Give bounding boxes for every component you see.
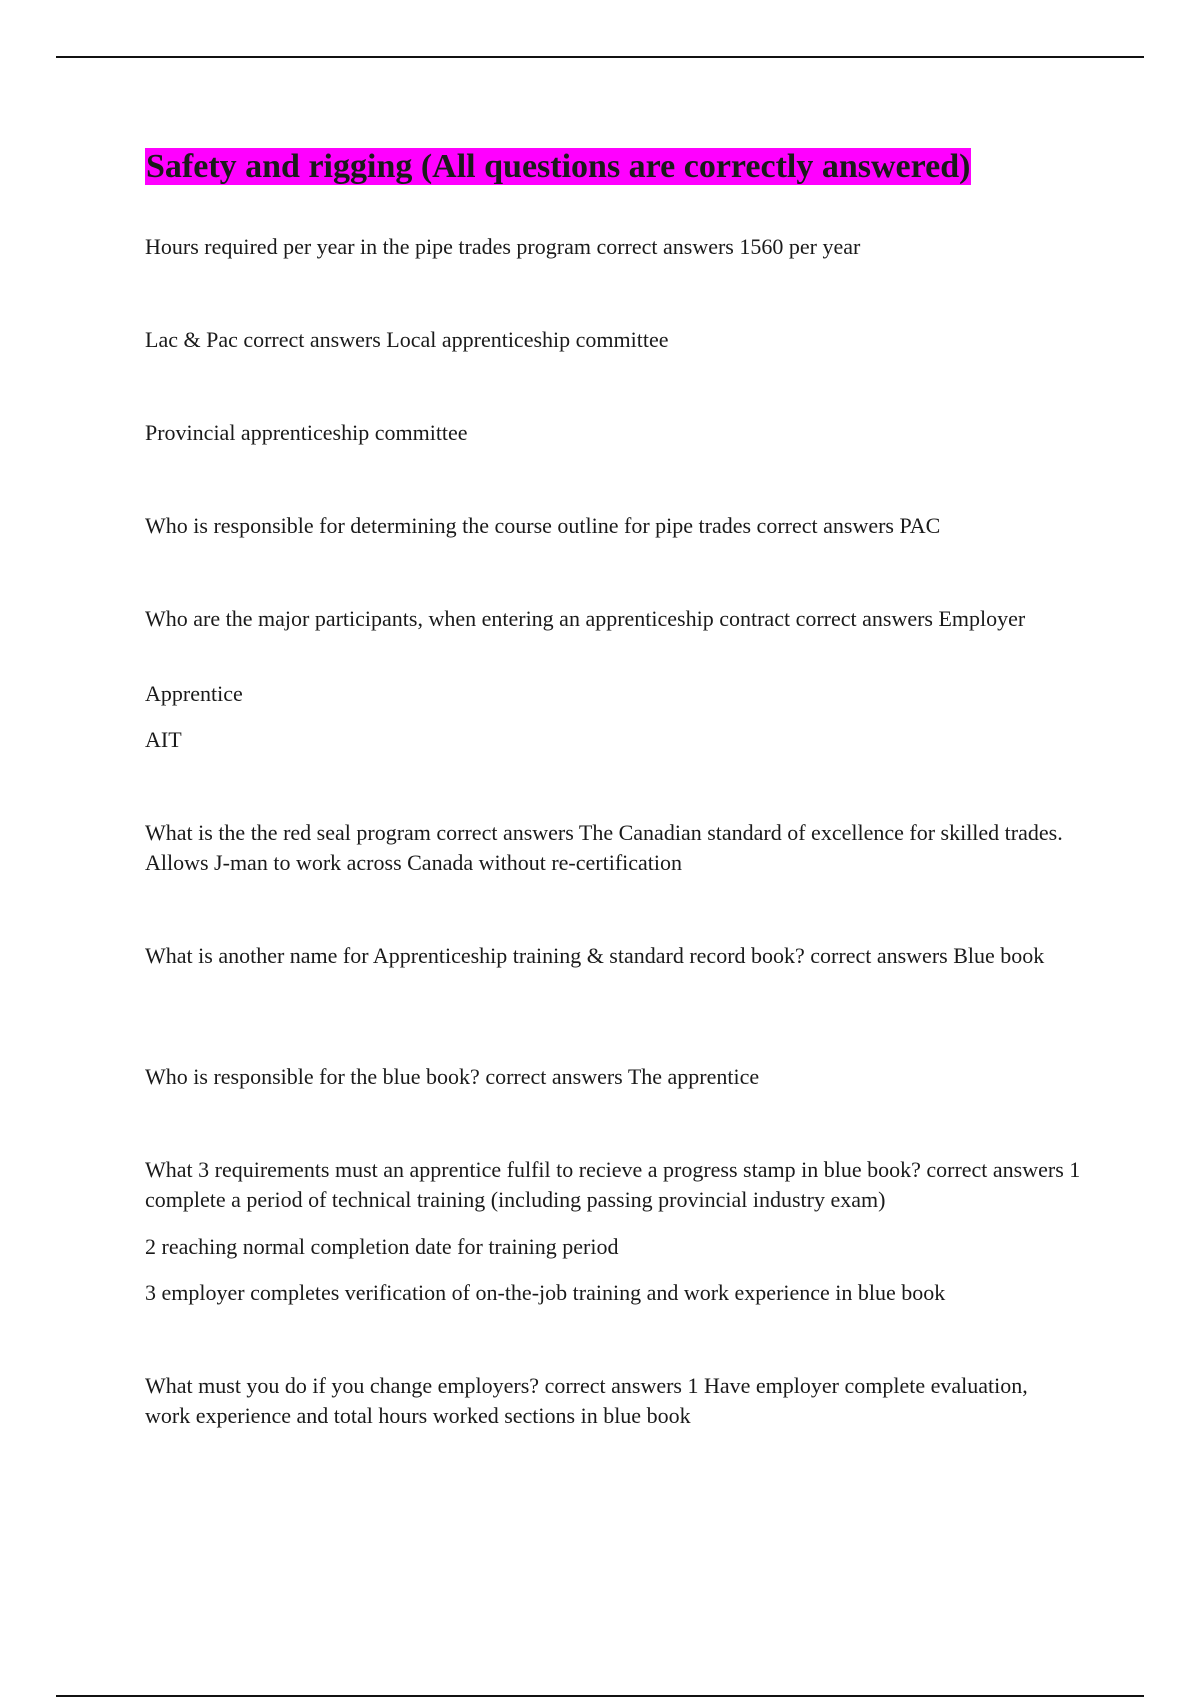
qa-change-employers: What must you do if you change employers? correct answers 1 Have employer complete evaluation, work experience and total hours worked sections in blue book (145, 1373, 1028, 1428)
participant-ait: AIT (145, 727, 182, 752)
qa-record-book: What is another name for Apprenticeship training & standard record book? correct answers Blue book (145, 943, 1045, 968)
qa-red-seal: What is the the red seal program correct answers The Canadian standard of excellence for skilled trades. Allows J-man to work across Canada without re-certification (145, 820, 1063, 875)
qa-hours-required: Hours required per year in the pipe trades program correct answers 1560 per year (145, 234, 861, 259)
footer-rule (56, 1695, 1144, 1697)
qa-blue-book-responsibility: Who is responsible for the blue book? correct answers The apprentice (145, 1064, 760, 1089)
document-title-text: Safety and rigging (All questions are correctly answered) (146, 148, 971, 185)
requirement-2: 2 reaching normal completion date for training period (145, 1234, 619, 1259)
qa-course-outline: Who is responsible for determining the course outline for pipe trades correct answers PAC (145, 513, 941, 538)
qa-lac-pac: Lac & Pac correct answers Local apprenticeship committee (145, 327, 669, 352)
requirement-3: 3 employer completes verification of on-the-job training and work experience in blue book (145, 1280, 946, 1305)
qa-major-participants: Who are the major participants, when entering an apprenticeship contract correct answers Employer (145, 606, 1026, 631)
header-rule (56, 56, 1144, 58)
qa-progress-stamp: What 3 requirements must an apprentice fulfil to recieve a progress stamp in blue book? correct answers 1 complete a period of technical training (including passing provincial industry exam) (145, 1157, 1081, 1212)
participant-apprentice: Apprentice (145, 681, 243, 706)
document-title (145, 147, 971, 187)
qa-provincial-committee: Provincial apprenticeship committee (145, 420, 468, 445)
